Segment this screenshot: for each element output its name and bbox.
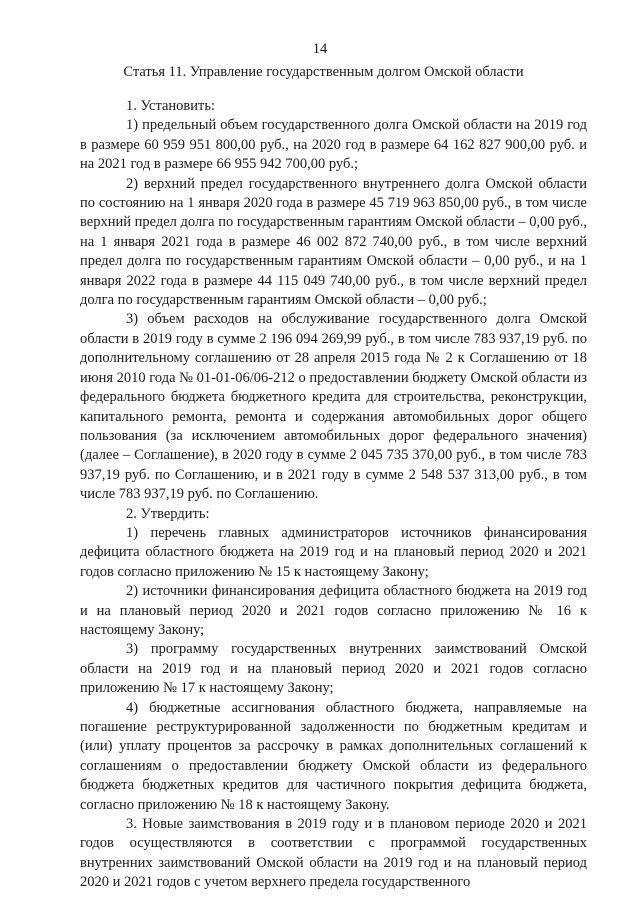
paragraph-financing-sources: 2) источники финансирования дефицита областного бюджета на 2019 год и на плановый период 2020 и 2021 годов согласно приложению № 16 к настоящему Закону; (80, 583, 587, 638)
page-number: 14 (312, 41, 328, 57)
paragraph-upper-debt-limit: 2) верхний предел государственного внутреннего долга Омской области по состоянию на 1 января 2020 года в размере 45 719 963 850,00 руб., в том числе верхний предел долга по государственным гарантиям Омской области – 0,00 руб., на 1 января 2021 года в размере 46 002 872 740,00 руб., в том числе верхний предел долга по государственным гарантиям Омской области – 0,00 руб., и на 1 января 2022 года в размере 44 115 049 740,00 руб., в том числе верхний предел долга по государственным гарантиям Омской области – 0,00 руб.; (80, 175, 587, 309)
article-title: Статья 11. Управление государственным долгом Омской области (123, 64, 524, 80)
paragraph-debt-limit: 1) предельный объем государственного долга Омской области на 2019 год в размере 60 959 951 800,00 руб., на 2020 год в размере 64 162 827 900,00 руб. и на 2021 год в размере 66 955 942 700,00 руб.; (80, 117, 587, 173)
paragraph-debt-service-costs: 3) объем расходов на обслуживание государственного долга Омской области в 2019 году в сумме 2 196 094 269,99 руб., в том числе 783 937,19 руб. по дополнительному соглашению от 28 апреля 2015 года № 2 к Соглашению от 18 июня 2010 года № 01-01-06/06-212 о предоставлении бюджету Омской области из федерального бюджета бюджетного кредита для строительства, реконструкции, капитального ремонта, ремонта и содержания автомобильных дорог общего пользования (за исключением автомобильных дорог федерального значения) (далее – Соглашение), в 2020 году в сумме 2 045 735 370,00 руб., в том числе 783 937,19 руб. по Соглашению, и в 2021 году в сумме 2 548 537 313,00 руб., в том числе 783 937,19 руб. по Соглашению. (80, 311, 587, 503)
paragraph-borrowing-program: 3) программу государственных внутренних заимствований Омской области на 2019 год и на плановый период 2020 и 2021 годов согласно приложению № 17 к настоящему Закону; (80, 641, 587, 697)
paragraph-budget-allocations: 4) бюджетные ассигнования областного бюджета, направляемые на погашение реструктурированной задолженности по бюджетным кредитам и (или) уплату процентов за рассрочку в рамках дополнительных соглашений к соглашениям о предоставлении бюджету Омской области из федерального бюджета бюджетных кредитов для частичного покрытия дефицита бюджета, согласно приложению № 18 к настоящему Закону. (80, 699, 587, 813)
paragraph-approve-heading: 2. Утвердить: (126, 505, 210, 522)
article-body (80, 97, 587, 893)
paragraph-administrators-list: 1) перечень главных администраторов источников финансирования дефицита областного бюджета на 2019 год и на плановый период 2020 и 2021 годов согласно приложению № 15 к настоящему Закону; (80, 524, 587, 580)
paragraph-new-borrowings: 3. Новые заимствования в 2019 году и в плановом периоде 2020 и 2021 годов осуществляются в соответствии с программой государственных внутренних заимствований Омской области на 2019 год и на плановый период 2020 и 2021 годов с учетом верхнего предела государственного (80, 816, 587, 891)
paragraph-establish-heading: 1. Установить: (126, 98, 216, 114)
